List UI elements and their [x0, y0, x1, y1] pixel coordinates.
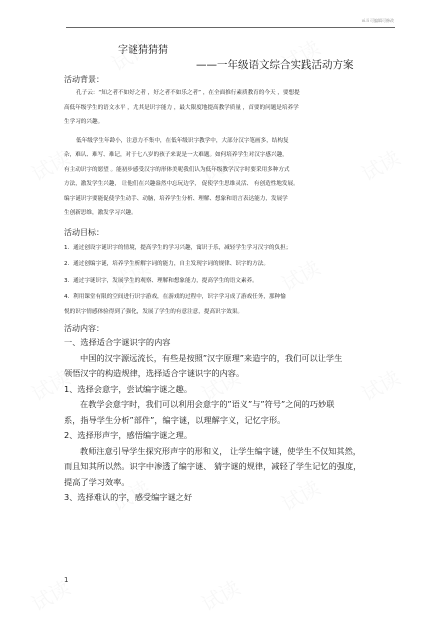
paragraph-line: 编字谜识字要能促使学生动手、动脑，培养学生分析、理解、想象和语言表达能力，发展学: [64, 195, 288, 202]
paragraph-line: 低年级学生年龄小，注意力不集中，在低年级识字教学中，大部分汉字笔画多，结构复: [76, 137, 289, 144]
goal-item: 3．通过字谜识字，发展学生的观察、理解和想象能力，提高学生的语文素养。: [64, 277, 258, 284]
goal-item: 4．利用课堂有限的空间进行识字游戏，在游戏的过程中，识字学习成了游戏任务，那种愉: [64, 294, 286, 300]
paragraph-line: 中国的汉字源远流长，有些是按照”汉字原理”来造字的，我们可以让学生: [80, 352, 343, 363]
paragraph-line: 方法，激发学生兴趣， 让他们在兴趣盎然中忘玩边学， 促使学生思维灵活、 有创造性地发展。: [64, 181, 299, 187]
paragraph-line: 在教学会意字时，我们可以利用会意字的”语义”与”符号”之间的巧妙联: [80, 399, 335, 409]
goals-section: [64, 241, 390, 320]
content-heading: 一、选择适合字谜识字的内容: [64, 337, 171, 347]
document-body: [64, 44, 390, 506]
section-heading-contents: 活动内容：: [64, 324, 104, 333]
section-heading-background: 活动背景：: [64, 75, 104, 84]
paragraph-line: 孔子云：“知之者不如好之者 ，好之者不如乐之者” ，在全面推行素质教育的今天 ，要想提: [76, 90, 300, 96]
paragraph-line: 而且知其所以然。识字中渗透了编字谜、 猜字谜的规律，减轻了学生记忆的强度，: [64, 461, 362, 471]
paragraph-line: 杂，难认、难写、难记，对于七八岁的孩子来说是一大难题。如何培养学生对汉字感兴趣，: [64, 152, 288, 158]
paragraph-line: 提高了学习效率。: [64, 476, 130, 487]
paragraph-line: 有主动识字的愿望 。能初步感受汉字的形体美呢我们认为低年级教学汉字时要采用多种方式: [64, 166, 290, 173]
paragraph-line: 生学习的兴趣。: [64, 119, 104, 125]
document-title: 字谜猜猜猜: [118, 45, 168, 56]
content-subheading: 1、选择会意字，尝试编字谜之趣。: [64, 383, 193, 394]
section-heading-goals: 活动目标：: [64, 227, 104, 237]
paragraph-line: 系，指导学生分析”部件”，编字谜，以理解字义，记忆字形。: [64, 414, 286, 425]
goal-item: 2．通过创编字谜，培养学生析解字词的能力，自主发现字词的规律、识字的方法。: [64, 261, 269, 267]
goal-item: 悦的识字情感体验得到了强化，发展了学生的有意注意，提高识字效果。: [64, 308, 244, 315]
document-subtitle: ——一年级语文综合实践活动方案: [196, 59, 354, 71]
paragraph-line: 教师注意引导学生探究形声字的形和义， 让学生编字谜，使学生不仅知其然，: [80, 445, 361, 456]
contents-section: [64, 335, 390, 506]
goal-item: 1．通过创设字谜识字的情境，提高学生的学习兴趣，寓识于乐，减轻学生学习汉字的负担；: [64, 244, 292, 251]
paragraph-line: 领悟汉字的构造规律，选择适合字谜识字的内容。: [64, 368, 245, 378]
page-number: 1: [64, 576, 69, 584]
content-subheading: 2、选择形声字，感悟编字谜之理。: [64, 430, 193, 440]
content-subheading: 3、选择难认的字，感受编字谜之好: [64, 492, 193, 502]
background-section: [64, 86, 390, 221]
paragraph-line: 生创新思维，激发学习兴趣。: [64, 210, 137, 216]
paragraph-line: 高低年级学生的语文水平 ，尤其是识字能力 ，最大限度地提高教学质量 ，首要的问题是培养学: [64, 104, 299, 111]
header-text: vi.li 可编辑可修改: [361, 18, 394, 23]
header-rule: [66, 27, 395, 28]
watermark: [195, 572, 244, 617]
